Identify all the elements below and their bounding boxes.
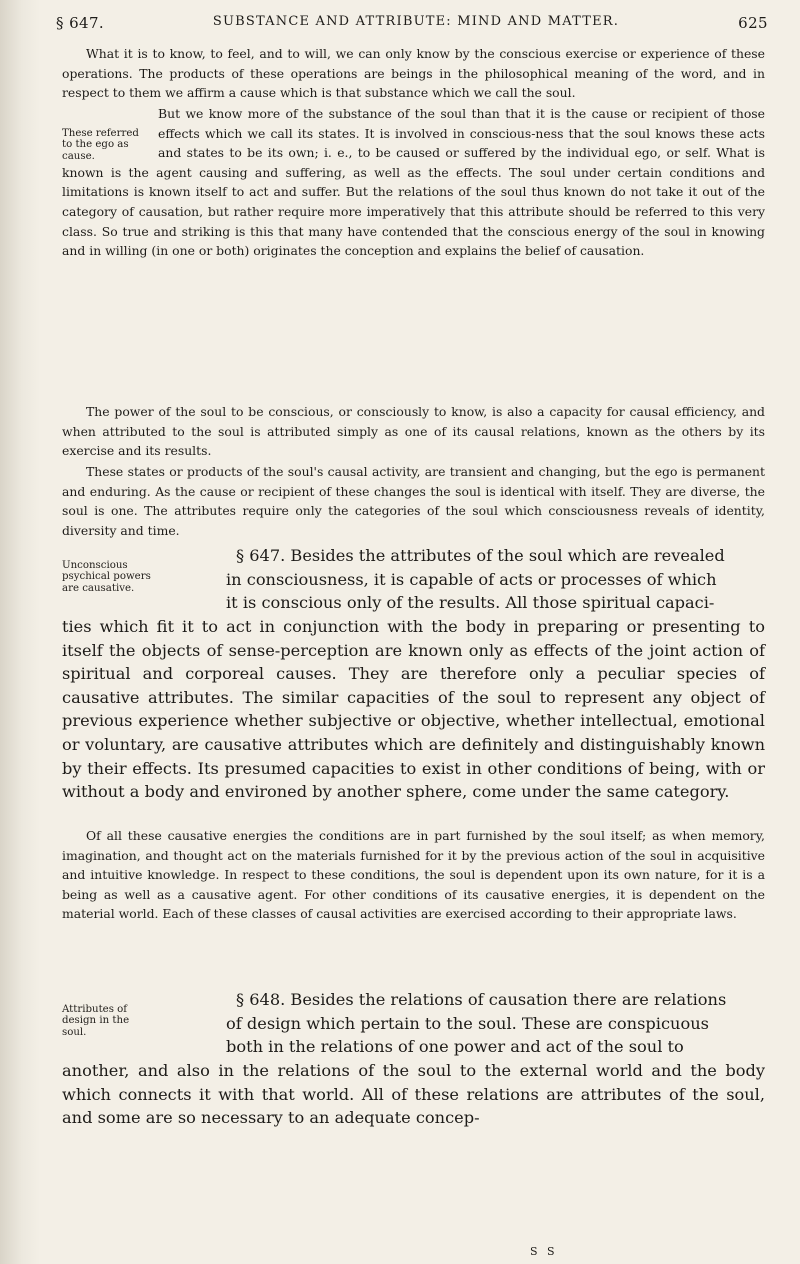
paragraph-text: The power of the soul to be conscious, or consciously to know, is also a capacity for causal efficiency, and when attributed to the soul is attributed simply as one of its causal relations, known as the others by its exercise and its results. <box>62 404 765 459</box>
running-title: SUBSTANCE AND ATTRIBUTE: MIND AND MATTER. <box>212 14 620 29</box>
paragraph-text: another, and also in the relations of the soul to the external world and the body which connects it with that world. All of these relations are attributes of the soul, and some are so necessary to an adequate concep- <box>62 1061 765 1128</box>
text-line: it is conscious only of the results. All those spiritual capaci- <box>226 593 715 613</box>
section-648-body <box>62 1059 765 1130</box>
text-line: in consciousness, it is capable of acts or processes of which <box>226 569 717 589</box>
section-648-head <box>62 988 765 1059</box>
margin-note: Unconscious psychical powers are causative. <box>62 560 151 594</box>
margin-note: These referred to the ego as cause. <box>62 128 139 162</box>
page-number: 625 <box>738 14 768 32</box>
paragraph-small-2 <box>62 104 765 261</box>
text-line: of design which pertain to the soul. These are conspicuous <box>226 1013 709 1033</box>
paragraph-text: Of all these causative energies the conditions are in part furnished by the soul itself; as when memory, imagination, and thought act on the materials furnished for it by the previous action of the soul in acquisitive and intuitive knowledge. In respect to these conditions, the soul is dependent upon its own nature, for it is a being as well as a causative agent. For other conditions of its causative energies, it is dependent on the material world. Each of these classes of causal activities are exercised according to their appropriate laws. <box>62 828 765 922</box>
text-line: § 648. Besides the relations of causation there are relations <box>236 990 727 1009</box>
paragraph-small-5 <box>62 826 765 924</box>
running-header <box>56 8 768 34</box>
paragraph-text: What it is to know, to feel, and to will, we can only know by the conscious exercise or experience of these operations. The products of these operations are beings in the philosophical meaning of the word, and in respect to them we affirm a cause which is that substance which we call the soul. <box>62 46 765 101</box>
text-line: § 647. Besides the attributes of the soul which are revealed <box>236 546 725 565</box>
paragraph-small-4 <box>62 462 765 540</box>
section-647-head <box>62 544 765 615</box>
section-mark: § 647. <box>56 14 105 32</box>
section-647-body <box>62 615 765 804</box>
paragraph-text: But we know more of the substance of the soul than that it is the cause or recipient of those effects which we call its states. It is involved in conscious-ness that the soul knows these acts and states to be its own; i. e., to be caused or suffered by the individual ego, or self. What is known is the agent causing and suffering, as well as the effects. The soul under certain conditions and limitations is known itself to act and suffer. But the relations of the soul thus known do not take it out of the category of causation, but rather require more imperatively that this attribute should be referred to this very class. So true and striking is this that many have contended that the conscious energy of the soul in knowing and in willing (in one or both) originates the conception and explains the belief of causation. <box>62 106 765 259</box>
margin-note: Attributes of design in the soul. <box>62 1004 130 1038</box>
signature-mark: S S <box>530 1245 558 1258</box>
text-line: both in the relations of one power and act of the soul to <box>226 1037 684 1057</box>
paragraph-text: These states or products of the soul's causal activity, are transient and changing, but the ego is permanent and enduring. As the cause or recipient of these changes the soul is identical with itself. They are diverse, the soul is one. The attributes require only the categories of the soul which consciousness reveals of identity, diversity and time. <box>62 464 765 538</box>
paragraph-small-3 <box>62 402 765 461</box>
paragraph-text: ties which fit it to act in conjunction with the body in preparing or presenting to itself the objects of sense-perception are known only as effects of the joint action of spiritual and corporeal causes. They are therefore only a peculiar species of causative attributes. The similar capacities of the soul to represent any object of previous experience whether subjective or objective, whether intellectual, emotional or voluntary, are causative attributes which are definitely and distinguishably known by their effects. Its presumed capacities to exist in other conditions of being, with or without a body and environed by another sphere, come under the same category. <box>62 617 765 802</box>
paragraph-small-1 <box>62 44 765 103</box>
